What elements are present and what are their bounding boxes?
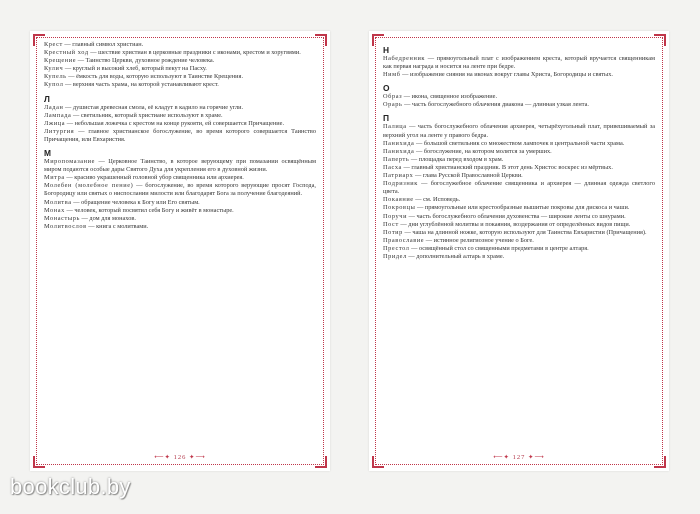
entry-definition: — дни углублённой молитвы и покаяния, воздержания от определённых видов пищи.	[398, 220, 631, 228]
entry-term: Миропомазание	[44, 158, 96, 166]
section-letter: О	[383, 83, 390, 94]
entry-term: Лампада	[44, 111, 72, 119]
entry-term: Купол	[44, 81, 64, 89]
glossary-entry	[383, 101, 655, 109]
entry-term: Поручи	[383, 212, 408, 220]
glossary-entry	[383, 180, 655, 196]
entry-term: Набедренник	[383, 55, 426, 62]
watermark-logo: bookclub.by	[10, 474, 131, 499]
entry-definition: — книга с молитвами.	[86, 222, 149, 230]
entry-definition: — часть богослужебного облачения диакона — длинная узкая лента.	[402, 101, 589, 109]
right-arrow-ornament-icon: ✦⟶	[528, 454, 545, 461]
glossary-entry	[44, 112, 316, 120]
entry-term: Пасха	[383, 163, 402, 171]
glossary-entry	[44, 207, 316, 215]
glossary-entry	[383, 164, 655, 172]
glossary-entry	[44, 174, 316, 182]
entry-term: Придел	[383, 252, 407, 260]
entry-term: Монах	[44, 206, 65, 214]
glossary-entry	[44, 182, 316, 198]
entry-definition: — круглый и высокий хлеб, который пекут на Пасху.	[63, 65, 207, 73]
left-arrow-ornament-icon: ⟵✦	[154, 454, 174, 461]
page-number-footer	[369, 453, 669, 461]
entry-term: Пост	[383, 220, 399, 228]
glossary-entry	[44, 120, 316, 128]
entry-term: Панихида	[383, 147, 415, 155]
entry-definition: — большой светильник со множеством лампочек в центральной части храма.	[414, 139, 625, 147]
entry-term: Покровцы	[383, 204, 416, 212]
entry-term: Престол	[383, 244, 410, 252]
glossary-entry	[44, 65, 316, 73]
glossary-entry	[44, 215, 316, 223]
right-page	[369, 31, 669, 471]
entry-definition: — прямоугольные или крестообразные вышитые покровы для дискоса и чаши.	[415, 204, 630, 212]
entry-definition: — Таинство Церкви, духовное рождение человека.	[76, 57, 215, 65]
entry-term: Молитвослов	[44, 222, 87, 230]
glossary-entry	[383, 140, 655, 148]
entry-definition: — богослужение, во время которого верующие просят Господа, Богородицу или святых о ниспослании милости или благодарят Бога за получение благодеяний.	[44, 182, 316, 198]
right-arrow-ornament-icon: ✦⟶	[189, 454, 206, 461]
entry-term: Орарь	[383, 101, 403, 109]
entry-definition: — главный символ христиан.	[62, 41, 144, 48]
glossary-entry	[44, 81, 316, 89]
entry-definition: — главный христианский праздник. В этот день Христос воскрес из мёртвых.	[401, 163, 613, 171]
entry-definition: — обращение человека к Богу или Его святым.	[71, 198, 200, 206]
entry-term: Крестный ход	[44, 49, 89, 57]
entry-definition: — богослужение, на котором молятся за умерших.	[414, 147, 552, 155]
entry-term: Потир	[383, 228, 403, 236]
section-letter: П	[383, 113, 390, 124]
entry-definition: — икона, священное изображение.	[402, 93, 498, 101]
entry-definition: — небольшая ложечка с крестом на конце рукояти, ей совершается Причащение.	[65, 119, 285, 127]
glossary-entry	[383, 148, 655, 156]
entry-definition: — верхняя часть храма, на которой устанавливают крест.	[63, 81, 219, 89]
glossary-entry	[383, 221, 655, 229]
entry-definition: — человек, который посвятил себя Богу и живёт в монастыре.	[64, 206, 234, 214]
glossary-entry	[44, 223, 316, 231]
entry-term: Паперть	[383, 155, 410, 163]
entry-term: Крещение	[44, 57, 77, 65]
glossary-entry	[383, 156, 655, 164]
glossary-entry	[383, 93, 655, 101]
entry-term: Митра	[44, 174, 65, 182]
entry-term: Литургия	[44, 127, 75, 135]
glossary-entry	[383, 123, 655, 139]
section-letter: М	[44, 148, 51, 159]
glossary-entry	[383, 213, 655, 221]
entry-term: Палица	[383, 123, 407, 131]
entry-definition: — главное христианское богослужение, во время которого совершается Таинство Причащения, или Евхаристия.	[44, 127, 316, 143]
glossary-entry	[44, 49, 316, 57]
entry-term: Нимб	[383, 71, 401, 79]
entry-term: Патриарх	[383, 172, 414, 180]
entry-definition: — душистая древесная смола, её кладут в кадило на горячие угли.	[63, 103, 244, 111]
entry-definition: — светильник, который христиане используют в храме.	[71, 111, 223, 119]
entry-term: Ладан	[44, 103, 64, 111]
entry-term: Кулич	[44, 65, 64, 73]
glossary-entry	[383, 172, 655, 180]
glossary-entry	[44, 158, 316, 174]
left-page	[30, 31, 330, 471]
entry-definition: — богослужебное облачение священника и архиерея — длинная одежда светлого цвета.	[383, 180, 655, 196]
entry-term: Панихида	[383, 139, 415, 147]
entry-term: Молебен (молебное пение)	[44, 182, 134, 190]
entry-definition: — см. Исповедь.	[413, 196, 461, 204]
entry-term: Монастырь	[44, 214, 80, 222]
glossary-entry	[44, 104, 316, 112]
entry-definition: — площадка перед входом в храм.	[409, 155, 504, 163]
glossary-entry	[383, 204, 655, 212]
entry-definition: — шествие христиан в церковные праздники с иконами, крестом и хоругвями.	[88, 49, 301, 57]
entry-definition: — Церковное Таинство, в которое верующему при помазании освящённым миром подаются особые дары Святого Духа для укрепления его в духовной жизни.	[44, 158, 316, 174]
glossary-entry	[383, 253, 655, 261]
glossary-entry	[44, 128, 316, 144]
glossary-entry	[383, 229, 655, 237]
entry-definition: — прямоугольный плат с изображением креста, который вручается священникам как первая награда и носится на ленте при бедре.	[383, 55, 655, 71]
glossary-entry	[44, 57, 316, 65]
entry-term: Образ	[383, 93, 403, 101]
entry-definition: — чаша на длинной ножке, которую используют для Таинства Евхаристии (Причащения).	[402, 228, 647, 236]
entry-definition: — глава Русской Православной Церкви.	[413, 172, 523, 180]
entry-definition: — красиво украшенный головной убор священника или архиерея.	[64, 174, 244, 182]
glossary-content	[44, 41, 316, 445]
glossary-entry	[383, 196, 655, 204]
entry-definition: — истинное религиозное учение о Боге.	[424, 236, 534, 244]
page-number: 126	[173, 454, 187, 461]
entry-term: Купель	[44, 73, 67, 81]
left-arrow-ornament-icon: ⟵✦	[493, 454, 513, 461]
glossary-entry	[44, 41, 316, 49]
glossary-entry	[383, 55, 655, 71]
glossary-entry	[44, 73, 316, 81]
entry-term: Покаяние	[383, 196, 414, 204]
glossary-content	[383, 41, 655, 445]
entry-definition: — дополнительный алтарь в храме.	[406, 252, 505, 260]
section-letter: Л	[44, 93, 50, 104]
entry-term: Лжица	[44, 119, 66, 127]
page-number-footer	[30, 453, 330, 461]
glossary-entry	[383, 245, 655, 253]
entry-definition: — освящённый стол со священными предметами в центре алтаря.	[409, 244, 589, 252]
entry-definition: — ёмкость для воды, которую используют в Таинстве Крещения.	[66, 73, 244, 81]
entry-definition: — изображение сияния на иконах вокруг главы Христа, Богородицы и святых.	[400, 71, 613, 79]
page-number: 127	[512, 454, 526, 461]
corner-ornament	[654, 34, 666, 46]
entry-term: Крест	[44, 41, 63, 48]
glossary-entry	[44, 199, 316, 207]
corner-ornament	[315, 34, 327, 46]
entry-definition: — часть богослужебного облачения архиерея, четырёхугольный плат, привешиваемый за верхний угол на ленте у правого бедра.	[383, 123, 655, 139]
entry-definition: — часть богослужебного облачения духовенства — широкие ленты со шнурами.	[407, 212, 626, 220]
entry-term: Подризник	[383, 180, 418, 188]
entry-term: Молитва	[44, 198, 72, 206]
glossary-entry	[383, 237, 655, 245]
entry-definition: — дом для монахов.	[79, 214, 136, 222]
entry-term: Православие	[383, 236, 425, 244]
glossary-entry	[383, 71, 655, 79]
section-letter: Н	[383, 45, 390, 55]
